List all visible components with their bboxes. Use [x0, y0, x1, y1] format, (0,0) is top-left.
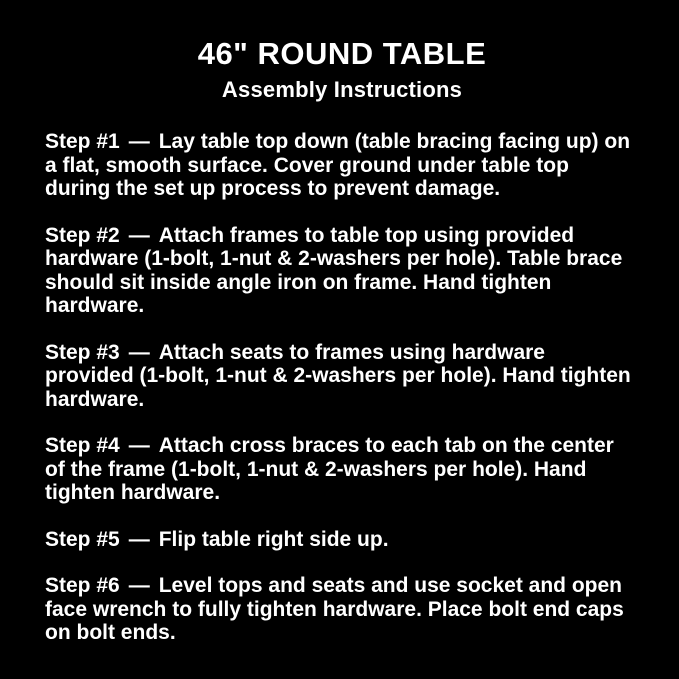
step-1-text: Lay table top down (table bracing facing up) on a flat, smooth surface. Cover ground under table top during the set up process to prevent damage.: [45, 130, 631, 200]
step-4: [45, 434, 639, 505]
step-2-text: Attach frames to table top using provided hardware (1-bolt, 1-nut & 2-washers per hole). Table brace should sit inside angle iron on frame. Hand tighten hardware.: [45, 223, 623, 317]
page-subtitle: Assembly Instructions: [221, 77, 463, 102]
step-2-dash: —: [128, 223, 150, 247]
step-6: [45, 574, 639, 645]
step-2-label: Step #2: [45, 223, 120, 247]
step-3: [45, 341, 639, 412]
step-6-label: Step #6: [45, 574, 120, 597]
step-6-text: Level tops and seats and use socket and open face wrench to fully tighten hardware. Place bolt end caps on bolt ends.: [45, 574, 624, 644]
page-title: 46" ROUND TABLE: [197, 36, 487, 71]
step-4-text: Attach cross braces to each tab on the center of the frame (1-bolt, 1-nut & 2-washers per hole). Hand tighten hardware.: [45, 434, 614, 504]
step-4-label: Step #4: [45, 434, 120, 457]
step-5-label: Step #5: [45, 527, 120, 551]
step-5: [45, 528, 639, 552]
step-1-label: Step #1: [45, 130, 120, 153]
step-4-dash: —: [128, 434, 150, 457]
step-1: [45, 130, 639, 201]
step-2: [45, 224, 639, 318]
step-3-text: Attach seats to frames using hardware provided (1-bolt, 1-nut & 2-washers per hole). Hand tighten hardware.: [45, 340, 631, 411]
step-3-label: Step #3: [45, 340, 120, 364]
step-5-dash: —: [128, 527, 150, 551]
step-6-dash: —: [128, 574, 150, 597]
step-5-text: Flip table right side up.: [158, 527, 389, 551]
step-3-dash: —: [128, 340, 150, 364]
step-1-dash: —: [128, 130, 150, 153]
steps-list: [45, 130, 639, 645]
